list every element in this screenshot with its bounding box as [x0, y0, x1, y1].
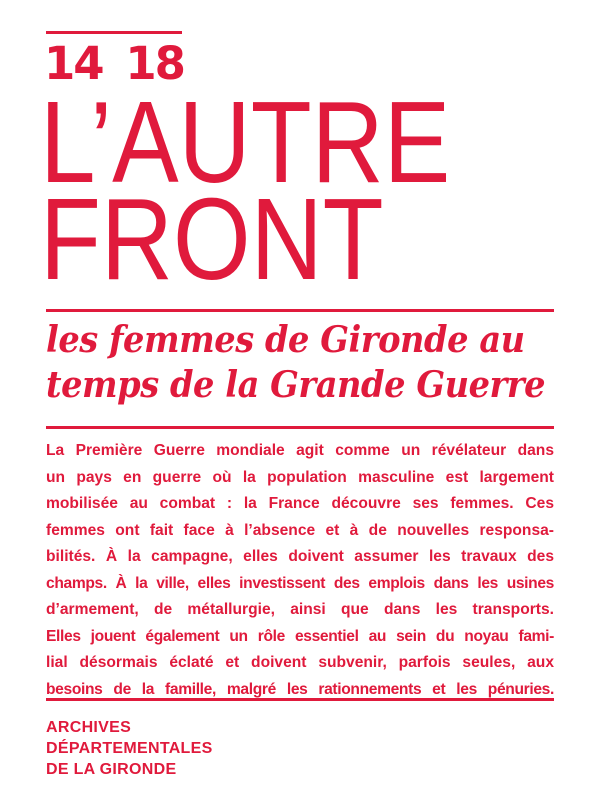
body-line: lial désormais éclaté et doivent subvenir, parfois seules, aux [46, 654, 554, 671]
body-line: mobilisée au combat : la France découvre ses femmes. Ces [46, 495, 554, 512]
publisher-credit [46, 717, 213, 780]
title-line-2: FRONT [40, 174, 384, 304]
year-end: 18 [125, 37, 184, 90]
page-title [40, 77, 451, 304]
subtitle-line-1: les femmes de Gironde au [46, 319, 525, 361]
body-line: Elles jouent également un rôle essentiel au sein du noyau fami- [46, 627, 554, 645]
title-line-1: L’AUTRE [40, 77, 451, 207]
title-divider [46, 309, 554, 312]
body-line: besoins de la famille, malgré les rationnements et les pénuries. [46, 680, 554, 698]
subtitle-line-2: temps de la Grande Guerre [46, 364, 546, 406]
body-line: un pays en guerre où la population masculine est largement [46, 468, 554, 486]
body-line: femmes ont fait face à l’absence et à de nouvelles responsa- [46, 521, 554, 539]
body-line: d’armement, de métallurgie, ainsi que dans les transports. [46, 601, 554, 618]
body-line: bilités. À la campagne, elles doivent assumer les travaux des [46, 548, 554, 565]
publisher-line-2: DÉPARTEMENTALES [46, 740, 213, 757]
subtitle-divider [46, 426, 554, 429]
body-line: La Première Guerre mondiale agit comme un révélateur dans [46, 442, 554, 459]
footer-divider [46, 698, 554, 701]
publisher-line-1: ARCHIVES [46, 719, 132, 736]
top-rule [46, 31, 182, 34]
body-line: champs. À la ville, elles investissent des emplois dans les usines [46, 574, 554, 592]
publisher-line-3: DE LA GIRONDE [46, 761, 177, 778]
subtitle [46, 318, 546, 408]
body-paragraph [46, 438, 554, 703]
year-start: 14 [44, 37, 103, 90]
